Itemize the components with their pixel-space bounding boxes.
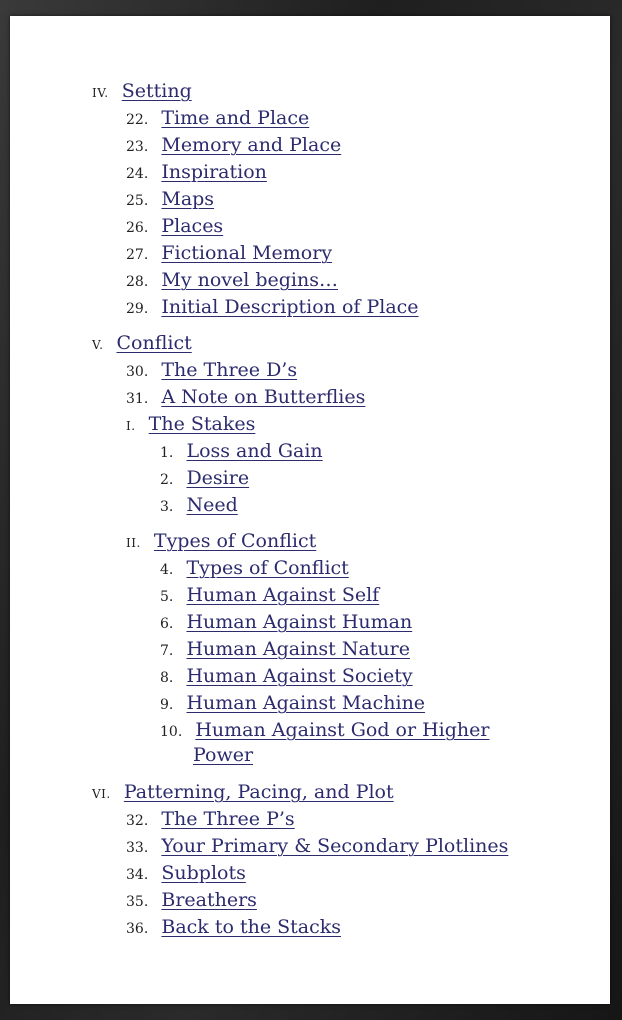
toc-link[interactable]: Human Against Society bbox=[186, 665, 413, 687]
toc-link-patterning[interactable]: Patterning, Pacing, and Plot bbox=[123, 781, 394, 803]
item-number: 27. bbox=[126, 247, 149, 263]
item-number: 26. bbox=[126, 220, 149, 236]
toc-link[interactable]: Types of Conflict bbox=[186, 557, 349, 579]
toc-item bbox=[126, 269, 338, 293]
toc-section-iv bbox=[92, 80, 192, 104]
toc-item bbox=[126, 161, 267, 185]
toc-link-conflict[interactable]: Conflict bbox=[116, 332, 192, 354]
section-numeral: V. bbox=[92, 338, 104, 352]
item-number: 33. bbox=[126, 840, 149, 856]
toc-item bbox=[126, 916, 341, 940]
item-number: 31. bbox=[126, 391, 149, 407]
toc-item bbox=[160, 692, 425, 716]
section-numeral: IV. bbox=[92, 86, 109, 100]
item-number: 2. bbox=[160, 472, 174, 488]
toc-item bbox=[126, 359, 297, 383]
toc-link-the-stakes[interactable]: The Stakes bbox=[148, 413, 256, 435]
toc-link[interactable]: Loss and Gain bbox=[186, 440, 323, 462]
item-number: 22. bbox=[126, 112, 149, 128]
toc-item bbox=[126, 107, 309, 131]
toc-link[interactable]: Human Against God or Higher bbox=[195, 719, 490, 741]
toc-section-v bbox=[92, 332, 192, 356]
toc-link-setting[interactable]: Setting bbox=[121, 80, 192, 102]
toc-item bbox=[126, 242, 332, 266]
toc-item bbox=[160, 557, 349, 581]
toc-subsection-types bbox=[126, 530, 316, 554]
item-number: 1. bbox=[160, 445, 174, 461]
toc-link[interactable]: Back to the Stacks bbox=[161, 916, 341, 938]
toc-link[interactable]: Fictional Memory bbox=[161, 242, 333, 264]
toc-link[interactable]: Inspiration bbox=[161, 161, 267, 183]
item-number: 23. bbox=[126, 139, 149, 155]
item-number: 36. bbox=[126, 921, 149, 937]
item-number: 4. bbox=[160, 562, 174, 578]
item-number: 35. bbox=[126, 894, 149, 910]
toc-link[interactable]: Need bbox=[186, 494, 238, 516]
toc-link-continuation[interactable]: Power bbox=[193, 744, 254, 766]
item-number: 6. bbox=[160, 616, 174, 632]
item-number: 24. bbox=[126, 166, 149, 182]
toc-link[interactable]: Your Primary & Secondary Plotlines bbox=[161, 835, 509, 857]
toc-link[interactable]: Desire bbox=[186, 467, 250, 489]
toc-item bbox=[126, 134, 341, 158]
toc-item bbox=[126, 296, 419, 320]
toc-item bbox=[126, 386, 365, 410]
table-of-contents bbox=[10, 16, 610, 1004]
toc-link[interactable]: The Three P’s bbox=[161, 808, 295, 830]
toc-item bbox=[126, 862, 246, 886]
toc-item bbox=[126, 835, 508, 859]
item-number: 29. bbox=[126, 301, 149, 317]
toc-item bbox=[126, 215, 223, 239]
toc-link[interactable]: My novel begins… bbox=[161, 269, 338, 291]
item-number: 30. bbox=[126, 364, 149, 380]
toc-link[interactable]: Human Against Human bbox=[186, 611, 413, 633]
item-number: 28. bbox=[126, 274, 149, 290]
toc-item bbox=[126, 889, 257, 913]
item-number: 10. bbox=[160, 724, 183, 740]
item-number: 7. bbox=[160, 643, 174, 659]
item-number: 8. bbox=[160, 670, 174, 686]
toc-item bbox=[160, 611, 412, 635]
toc-link[interactable]: Breathers bbox=[161, 889, 257, 911]
toc-link[interactable]: Places bbox=[161, 215, 224, 237]
item-number: 5. bbox=[160, 589, 174, 605]
toc-link[interactable]: Subplots bbox=[161, 862, 246, 884]
toc-item bbox=[160, 467, 249, 491]
document-page bbox=[10, 16, 610, 1004]
item-number: 9. bbox=[160, 697, 174, 713]
toc-section-vi bbox=[92, 781, 394, 805]
toc-link[interactable]: Human Against Nature bbox=[186, 638, 410, 660]
subsection-numeral: I. bbox=[126, 419, 136, 433]
toc-item bbox=[160, 638, 410, 662]
toc-link-types-of-conflict[interactable]: Types of Conflict bbox=[153, 530, 317, 552]
item-number: 3. bbox=[160, 499, 174, 515]
section-numeral: VI. bbox=[92, 787, 111, 801]
toc-link[interactable]: The Three D’s bbox=[161, 359, 298, 381]
toc-link[interactable]: Memory and Place bbox=[161, 134, 342, 156]
toc-item bbox=[160, 494, 238, 518]
toc-item bbox=[160, 719, 490, 743]
toc-link[interactable]: Human Against Machine bbox=[186, 692, 426, 714]
toc-link[interactable]: Initial Description of Place bbox=[161, 296, 419, 318]
toc-link[interactable]: A Note on Butterflies bbox=[161, 386, 366, 408]
toc-link[interactable]: Human Against Self bbox=[186, 584, 380, 606]
toc-link[interactable]: Time and Place bbox=[161, 107, 310, 129]
toc-item bbox=[160, 584, 379, 608]
subsection-numeral: II. bbox=[126, 536, 141, 550]
toc-item bbox=[160, 665, 413, 689]
toc-link[interactable]: Maps bbox=[161, 188, 215, 210]
item-number: 32. bbox=[126, 813, 149, 829]
toc-item bbox=[160, 440, 323, 464]
item-number: 34. bbox=[126, 867, 149, 883]
item-number: 25. bbox=[126, 193, 149, 209]
toc-item bbox=[126, 188, 214, 212]
toc-item bbox=[126, 808, 295, 832]
toc-subsection-stakes bbox=[126, 413, 255, 437]
